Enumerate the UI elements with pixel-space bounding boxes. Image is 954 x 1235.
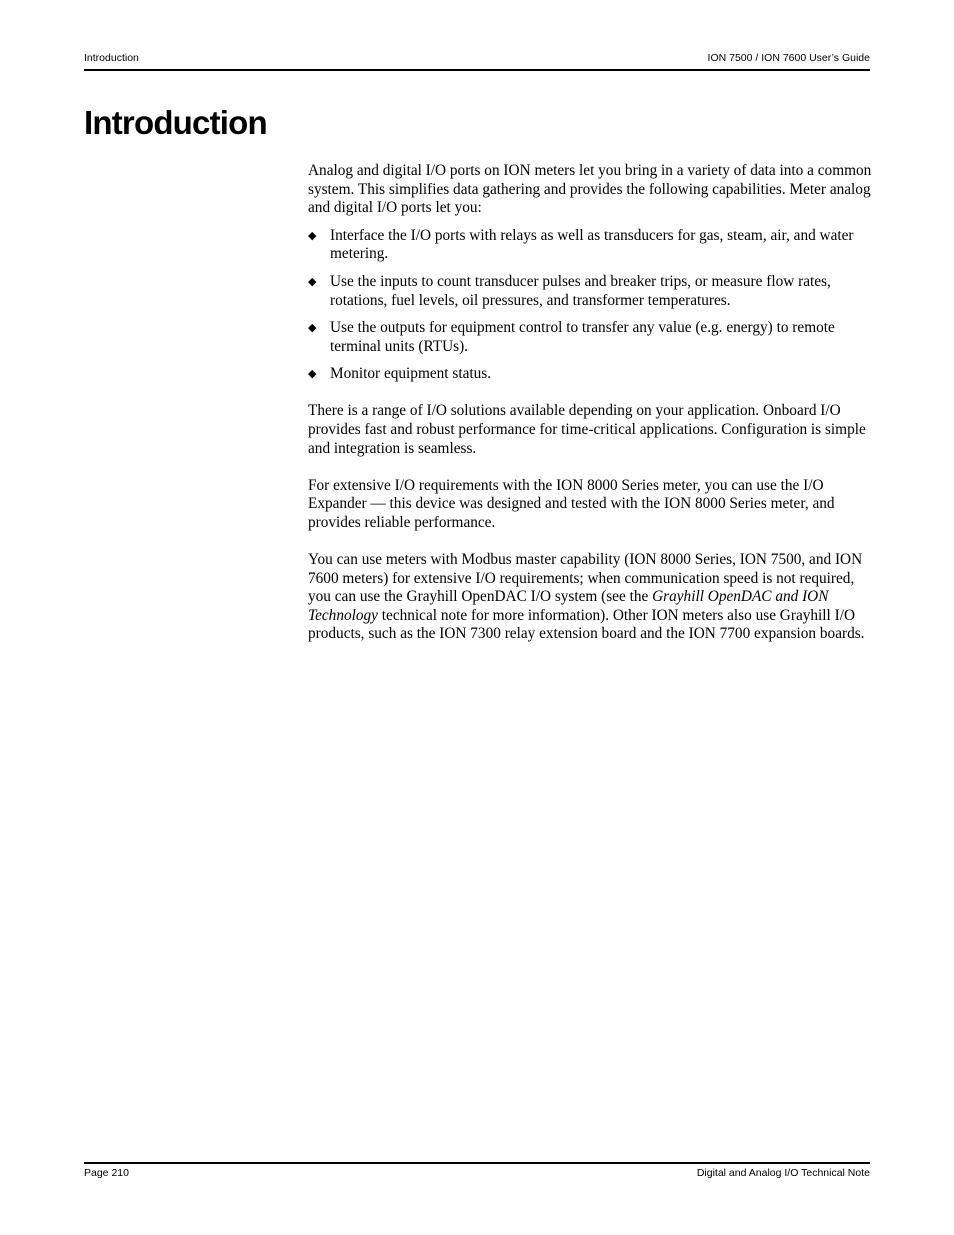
page-footer bbox=[84, 1167, 870, 1185]
intro-paragraph: Analog and digital I/O ports on ION meters let you bring in a variety of data into a common system. This simplifies data gathering and provides the following capabilities. Meter analog and digital I/O ports let you: bbox=[308, 162, 872, 217]
body-text bbox=[308, 162, 872, 644]
list-item bbox=[308, 319, 872, 356]
diamond-bullet-icon: ◆ bbox=[308, 275, 317, 288]
footer-rule bbox=[84, 1162, 870, 1164]
list-item bbox=[308, 273, 872, 310]
diamond-bullet-icon: ◆ bbox=[308, 229, 317, 242]
list-item-text: Use the outputs for equipment control to transfer any value (e.g. energy) to remote terminal units (RTUs). bbox=[330, 319, 835, 355]
io-expander-paragraph: For extensive I/O requirements with the ION 8000 Series meter, you can use the I/O Expander — this device was designed and tested with the ION 8000 Series meter, and provides reliable performance. bbox=[308, 476, 835, 531]
footer-doc-title: Digital and Analog I/O Technical Note bbox=[696, 1167, 870, 1179]
modbus-paragraph bbox=[308, 551, 872, 644]
capabilities-list bbox=[308, 227, 872, 384]
modbus-text-start: You can use meters with Modbus master capability (ION 8000 Series, ION 7500, and ION 7600 meters) for extensive I/O requirements; when communication speed is not required, you can use the Grayhill OpenDAC I/O system (see the bbox=[308, 551, 863, 606]
list-item bbox=[308, 227, 872, 264]
list-item-text: Interface the I/O ports with relays as well as transducers for gas, steam, air, and water metering. bbox=[330, 226, 854, 263]
technical-note-reference: Grayhill OpenDAC and ION Technology bbox=[308, 588, 829, 624]
diamond-bullet-icon: ◆ bbox=[308, 322, 317, 335]
list-item-text: Use the inputs to count transducer pulses and breaker trips, or measure flow rates, rotations, fuel levels, oil pressures, and transformer temperatures. bbox=[330, 272, 831, 309]
diamond-bullet-icon: ◆ bbox=[308, 368, 317, 381]
header-guide-title: ION 7500 / ION 7600 User’s Guide bbox=[707, 52, 870, 64]
io-solutions-paragraph: There is a range of I/O solutions available depending on your application. Onboard I/O provides fast and robust performance for time-critical applications. Configuration is simple and integration is seamless. bbox=[308, 402, 866, 457]
list-item-text: Monitor equipment status. bbox=[330, 365, 492, 383]
header-rule bbox=[84, 69, 870, 71]
page-number: Page 210 bbox=[84, 1167, 129, 1179]
list-item bbox=[308, 365, 872, 384]
page-header bbox=[84, 52, 870, 70]
header-section: Introduction bbox=[84, 52, 139, 64]
modbus-text-end: technical note for more information). Other ION meters also use Grayhill I/O products, such as the ION 7300 relay extension board and the ION 7700 expansion boards. bbox=[308, 606, 865, 643]
page-title: Introduction bbox=[84, 104, 267, 141]
